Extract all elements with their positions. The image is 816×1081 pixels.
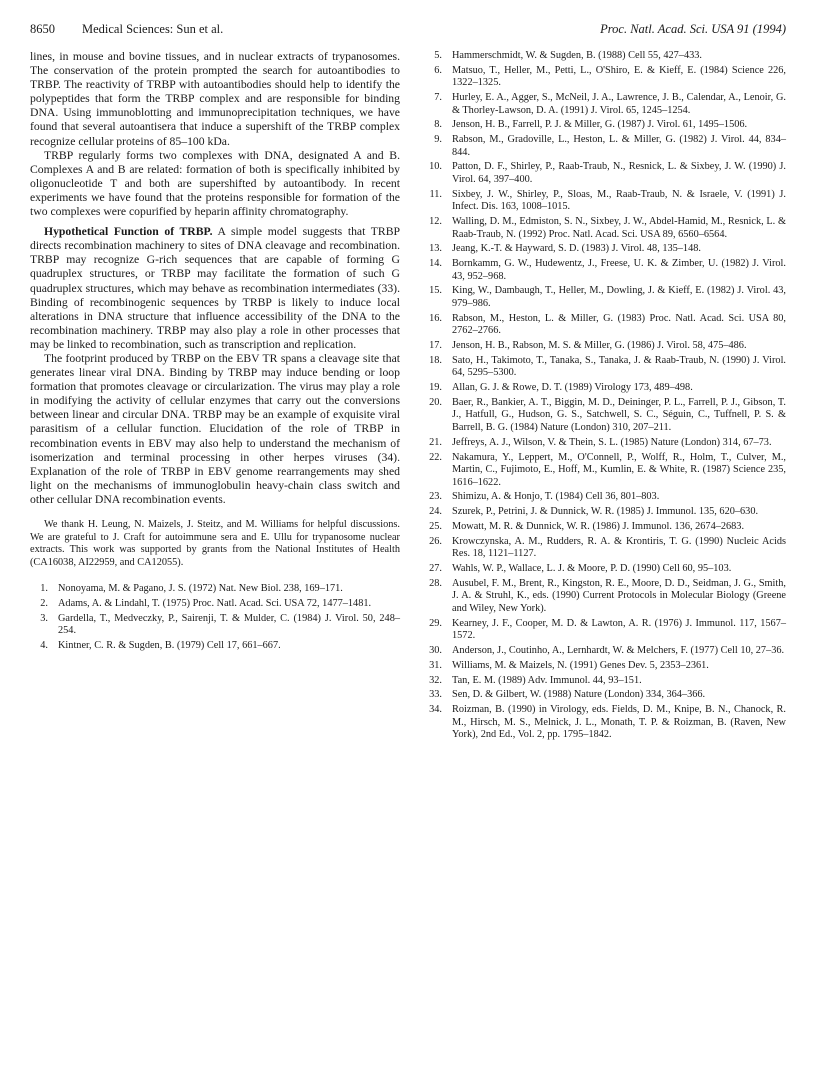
reference-number: 1. (40, 583, 48, 595)
reference-item (424, 313, 786, 338)
reference-text: Adams, A. & Lindahl, T. (1975) Proc. Natl. Acad. Sci. USA 72, 1477–1481. (58, 598, 372, 610)
reference-number: 4. (40, 640, 48, 652)
reference-item (424, 50, 786, 63)
reference-text: Allan, G. J. & Rowe, D. T. (1989) Virology 173, 489–498. (452, 382, 693, 394)
reference-number: 27. (429, 563, 442, 575)
reference-item (424, 491, 786, 504)
reference-number: 29. (429, 617, 442, 629)
reference-number: 10. (429, 161, 442, 173)
body-paragraph: lines, in mouse and bovine tissues, and in nuclear extracts of trypanosomes. The conservation of the protein prompted the search for autoantibodies to TRBP. The reactivity of TRBP with autoantibodies should help to identify the polypeptides that form the TRBP complex and are responsible for binding DNA. Using immunoblotting and immunoprecipitation techniques, we have found that several autoantisera that induce a supershift of the TRBP complex recognize cellular proteins of 85–100 kDa. (30, 50, 400, 148)
reference-item (424, 340, 786, 353)
body-text: A simple model suggests that TRBP directs recombination machinery to sites of DNA cleavage and recombination. TRBP may recognize G-rich sequences that are capable of forming G quadruplex structures, or TRBP may facilitate the formation of such G quadruplex structures, which may behave as recombination intermediates (33). Binding of recombinogenic sequences by TRBP is likely to induce local alterations in DNA structure that influence accessibility of the DNA to the recombination machinery. TRBP may also play a role in other processes that may be linked to recombination, such as transcription and replication. (30, 225, 400, 351)
reference-number: 17. (429, 340, 442, 352)
reference-number: 12. (429, 216, 442, 228)
reference-item (424, 243, 786, 256)
reference-number: 21. (429, 436, 442, 448)
reference-text: Jeang, K.-T. & Hayward, S. D. (1983) J. Virol. 48, 135–148. (452, 243, 701, 255)
reference-number: 26. (429, 535, 442, 547)
page-number: 8650 (30, 22, 55, 36)
reference-text: Shimizu, A. & Honjo, T. (1984) Cell 36, 801–803. (452, 491, 660, 503)
reference-text: Jeffreys, A. J., Wilson, V. & Thein, S. L. (1985) Nature (London) 314, 67–73. (452, 436, 772, 448)
reference-number: 16. (429, 312, 442, 324)
reference-number: 8. (434, 119, 442, 131)
reference-item (30, 583, 400, 596)
reference-item (424, 521, 786, 534)
reference-item (424, 578, 786, 616)
reference-number: 11. (429, 188, 442, 200)
reference-text: Krowczynska, A. M., Rudders, R. A. & Krontiris, T. G. (1990) Nucleic Acids Res. 18, 1121–1127. (452, 535, 786, 560)
reference-item (424, 506, 786, 519)
reference-number: 25. (429, 520, 442, 532)
reference-text: Sen, D. & Gilbert, W. (1988) Nature (London) 334, 364–366. (452, 689, 706, 701)
reference-list (424, 50, 786, 742)
reference-number: 6. (434, 64, 442, 76)
section-title: Medical Sciences: Sun et al. (82, 22, 224, 36)
reference-text: Anderson, J., Coutinho, A., Lernhardt, W. & Melchers, F. (1977) Cell 10, 27–36. (452, 644, 785, 656)
reference-text: Roizman, B. (1990) in Virology, eds. Fields, D. M., Knipe, B. N., Chanock, R. M., Hirsch, M. S., Melnick, J. L., Monath, T. P. & Roizman, B. (Raven, New York), 2nd Ed., Vol. 2, pp. 1795–1842. (452, 704, 786, 741)
reference-number: 28. (429, 577, 442, 589)
reference-item (424, 161, 786, 186)
reference-text: Sixbey, J. W., Shirley, P., Sloas, M., Raab-Traub, N. & Israele, V. (1991) J. Infect. Dis. 163, 1008–1015. (452, 188, 786, 213)
reference-number: 15. (429, 285, 442, 297)
reference-item (424, 452, 786, 490)
reference-item (424, 660, 786, 673)
reference-text: Williams, M. & Maizels, N. (1991) Genes Dev. 5, 2353–2361. (452, 659, 709, 671)
reference-text: Ausubel, F. M., Brent, R., Kingston, R. E., Moore, D. D., Seidman, J. G., Smith, J. A. & Struhl, K., eds. (1990) Current Protocols in Molecular Biology (Greene and Wiley, New York). (452, 577, 786, 614)
reference-item (424, 189, 786, 214)
reference-item (424, 134, 786, 159)
reference-text: Sato, H., Takimoto, T., Tanaka, S., Tanaka, J. & Raab-Traub, N. (1990) J. Virol. 64, 5295–5300. (452, 354, 786, 379)
reference-item (424, 618, 786, 643)
reference-text: Gardella, T., Medveczky, P., Sairenji, T. & Mulder, C. (1984) J. Virol. 50, 248–254. (58, 612, 400, 637)
reference-item (424, 216, 786, 241)
left-column (30, 50, 400, 655)
reference-item (424, 65, 786, 90)
reference-item (424, 675, 786, 688)
reference-text: Wahls, W. P., Wallace, L. J. & Moore, P. D. (1990) Cell 60, 95–103. (452, 563, 732, 575)
reference-text: Rabson, M., Gradoville, L., Heston, L. & Miller, G. (1982) J. Virol. 44, 834–844. (452, 134, 786, 158)
reference-text: Nakamura, Y., Leppert, M., O'Connell, P., Wolff, R., Holm, T., Culver, M., Martin, C., Fujimoto, E., Hoff, M., Kumlin, E. & White, R. (1987) Science 235, 1616–1622. (452, 451, 786, 488)
reference-item (424, 355, 786, 380)
reference-text: Kearney, J. F., Cooper, M. D. & Lawton, A. R. (1976) J. Immunol. 117, 1567–1572. (452, 617, 786, 642)
reference-number: 33. (429, 689, 442, 701)
reference-number: 9. (434, 134, 442, 146)
reference-number: 34. (429, 704, 442, 716)
reference-item (30, 613, 400, 638)
reference-item (424, 397, 786, 435)
reference-item (424, 258, 786, 283)
reference-text: Matsuo, T., Heller, M., Petti, L., O'Shiro, E. & Kieff, E. (1984) Science 226, 1322–1325. (452, 64, 786, 89)
reference-item (424, 704, 786, 742)
reference-number: 22. (429, 451, 442, 463)
reference-number: 30. (429, 644, 442, 656)
reference-text: Hammerschmidt, W. & Sugden, B. (1988) Cell 55, 427–433. (452, 50, 702, 61)
reference-number: 13. (429, 243, 442, 255)
reference-item (424, 689, 786, 702)
journal-citation: Proc. Natl. Acad. Sci. USA 91 (1994) (600, 22, 786, 36)
reference-number: 14. (429, 258, 442, 270)
reference-text: Mowatt, M. R. & Dunnick, W. R. (1986) J. Immunol. 136, 2674–2683. (452, 520, 745, 532)
reference-item (424, 563, 786, 576)
reference-text: Jenson, H. B., Rabson, M. S. & Miller, G. (1986) J. Virol. 58, 475–486. (452, 340, 747, 352)
reference-text: Nonoyama, M. & Pagano, J. S. (1972) Nat. New Biol. 238, 169–171. (58, 583, 343, 595)
reference-text: King, W., Dambaugh, T., Heller, M., Dowling, J. & Kieff, E. (1982) J. Virol. 43, 979–986. (452, 285, 786, 309)
reference-number: 24. (429, 506, 442, 518)
reference-number: 20. (429, 396, 442, 408)
reference-item (424, 382, 786, 395)
reference-text: Patton, D. F., Shirley, P., Raab-Traub, N., Resnick, L. & Sixbey, J. W. (1990) J. Virol. 64, 397–400. (452, 161, 786, 185)
reference-number: 19. (429, 382, 442, 394)
reference-number: 7. (434, 92, 442, 104)
reference-number: 5. (434, 50, 442, 61)
body-paragraph (30, 225, 400, 352)
reference-text: Hurley, E. A., Agger, S., McNeil, J. A., Lawrence, J. B., Calendar, A., Lenoir, G. & Thorley-Lawson, D. A. (1991) J. Virol. 65, 1245–1254. (452, 92, 786, 116)
reference-item (424, 536, 786, 561)
reference-number: 2. (40, 598, 48, 610)
reference-text: Tan, E. M. (1989) Adv. Immunol. 44, 93–151. (452, 674, 642, 686)
reference-text: Jenson, H. B., Farrell, P. J. & Miller, G. (1987) J. Virol. 61, 1495–1506. (452, 119, 748, 131)
page-header (30, 22, 786, 42)
reference-number: 31. (429, 659, 442, 671)
acknowledgment: We thank H. Leung, N. Maizels, J. Steitz, and M. Williams for helpful discussions. We are grateful to J. Craft for autoimmune sera and E. Ullu for trypanosome nuclear extracts. This work was supported by grants from the National Institutes of Health (CA16038, AI22959, and CA12055). (30, 519, 400, 568)
right-column (424, 50, 786, 744)
section-heading: Hypothetical Function of TRBP. (44, 225, 213, 239)
reference-number: 32. (429, 674, 442, 686)
reference-text: Szurek, P., Petrini, J. & Dunnick, W. R. (1985) J. Immunol. 135, 620–630. (452, 506, 759, 518)
reference-item (424, 285, 786, 310)
reference-item (424, 437, 786, 450)
body-paragraph: TRBP regularly forms two complexes with DNA, designated A and B. Complexes A and B are related: formation of both is specifically inhibited by oligonucleotide T and both are supershifted by autoantibody. In recent experiments we have found that the proteins responsible for formation of the two complexes were copurified by heparin affinity chromatography. (30, 148, 400, 219)
reference-number: 23. (429, 491, 442, 503)
reference-item (30, 640, 400, 653)
reference-item (30, 598, 400, 611)
reference-text: Kintner, C. R. & Sugden, B. (1979) Cell 17, 661–667. (58, 640, 281, 652)
reference-text: Baer, R., Bankier, A. T., Biggin, M. D., Deininger, P. L., Farrell, P. J., Gibson, T. J., Hatfull, G., Hudson, G. S., Satchwell, S. C., Séguin, C., Tuffnell, P. S. & Barrell, B. G. (1984) Nature (London) 310, 207–211. (452, 396, 786, 433)
body-paragraph: The footprint produced by TRBP on the EBV TR spans a cleavage site that generates linear viral DNA. Binding by TRBP may induce bending or loop formation that promotes cleavage or circularization. The virus may play a role in modifying the activity of cellular enzymes that carry out the conversions between linear and circular DNA. TRBP may be an example of exquisite viral parasitism of a cellular function. Elucidation of the role of TRBP in recombination events in EBV may also help to understand the mechanism of isomerization and terminal processing in other herpes viruses (34). Explanation of the role of TRBP in EBV genome rearrangements may shed light on the mechanisms of immunoglobulin heavy-chain class switch and other cellular DNA recombination events. (30, 351, 400, 506)
reference-text: Bornkamm, G. W., Hudewentz, J., Freese, U. K. & Zimber, U. (1982) J. Virol. 43, 952–968. (452, 258, 786, 282)
reference-list (30, 583, 400, 652)
reference-text: Rabson, M., Heston, L. & Miller, G. (1983) Proc. Natl. Acad. Sci. USA 80, 2762–2766. (452, 312, 786, 337)
reference-number: 18. (429, 354, 442, 366)
reference-item (424, 645, 786, 658)
reference-item (424, 92, 786, 117)
reference-item (424, 119, 786, 132)
reference-number: 3. (40, 612, 48, 624)
reference-text: Walling, D. M., Edmiston, S. N., Sixbey, J. W., Abdel-Hamid, M., Resnick, L. & Raab-Traub, N. (1992) Proc. Natl. Acad. Sci. USA 89, 6560–6564. (452, 216, 786, 240)
